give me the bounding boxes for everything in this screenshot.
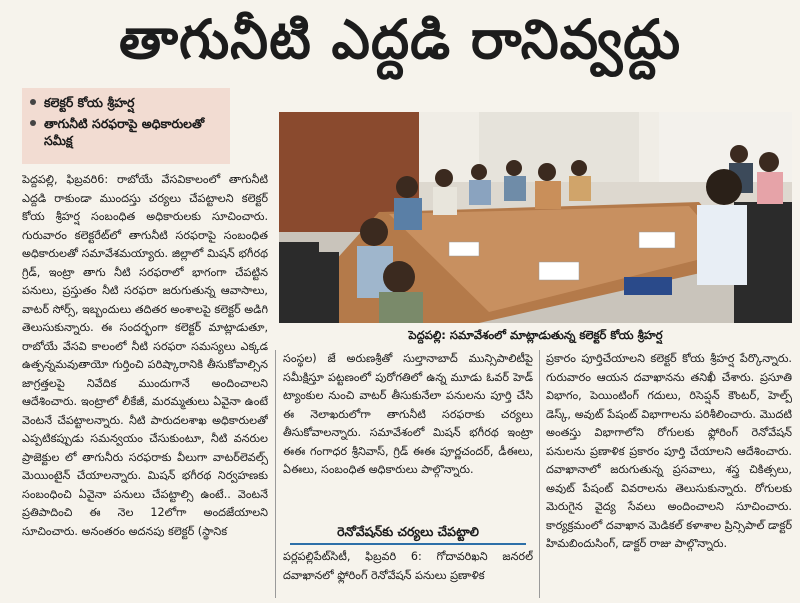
- photo-caption: పెద్దపల్లి: సమావేశంలో మాట్లాడుతున్న కలెక్టర్ కోయ శ్రీహర్ష: [408, 328, 663, 342]
- highlight-item: [28, 94, 224, 111]
- headline: తాగునీటి ఎద్దడి రానివ్వద్దు: [118, 8, 682, 71]
- highlight-text: కలెక్టర్ కోయ శ్రీహర్ష: [44, 95, 135, 110]
- highlights-list: [22, 88, 230, 149]
- bullet-icon: [30, 120, 36, 126]
- subheadline-underline: [290, 543, 526, 545]
- highlights-box: [22, 88, 230, 164]
- meeting-photo-image: [279, 112, 792, 323]
- meeting-photo: [279, 112, 792, 323]
- article-column-2: సంస్థల) జే అరుణశ్రీతో సుల్తానాబాద్ మున్సిపాలిటీపై సమీక్షిస్తూ పట్టణంలో పురోగతిలో ఉన్న మూడు ఓవర్ హెడ్ ట్యాంకుల నుంచి వాటర్ తీసుకునేలా పనులను పూర్తి చేసి ఈ నెలాఖరులోగా తాగునీటి సరఫరాకు చర్యలు తీసుకోవాలన్నారు. సమావేశంలో మిషన్ భగీరథ ఇంట్రా ఈఈ గంగాధర శ్రీనివాస్, గ్రిడ్ ఈఈ పూర్ణచందర్, డీఈలు, ఏఈలు, సంబంధిత అధికారులు పాల్గొన్నారు.: [283, 352, 533, 476]
- column-divider: [539, 350, 540, 598]
- article-column-1: పెద్దపల్లి, ఫిబ్రవరి6: రాబోయే వేసవికాలంలో తాగునీటి ఎద్దడి రాకుండా ముందస్తు చర్యలు చేపట్టాలని కలెక్టర్ కోయ శ్రీహర్ష సంబంధిత అధికారులకు సూచించారు. గురువారం కలెక్టరేట్‌లో తాగునీటి సరఫరాపై సంబంధిత అధికారులతో సమావేశమయ్యారు. జిల్లాలో మిషన్ భగీరథ గ్రిడ్, ఇంట్రా తాగు నీటి సరఫరాలో భాగంగా చేపట్టిన పనులు, ప్రస్తుతం నీటి సరఫరా జరుగుతున్న ఆవాసాలు, వాటర్ సోర్స్, ఇబ్బందులు తదితర అంశాలపై కలెక్టర్ అడిగి తెలుసుకున్నారు. ఈ సందర్భంగా కలెక్టర్ మాట్లాడుతూ, రాబోయే వేసవి కాలంలో నీటి సరఫరా సమస్యలు ఎక్కడ ఉత్పన్నమవుతాయో గుర్తించి పరిష్కారానికి తీసుకోవాల్సిన జాగ్రత్తలపై నివేదిక ముందుగానే అందించాలని ఆదేశించారు. ఇంట్రాలో లీకేజీ, మరమ్మతులు ఏవైనా ఉంటే వెంటనే చేపట్టాలన్నారు. నీటి పారుదలశాఖ అధికారులతో ఎప్పటికప్పుడు సమన్వయం చేసుకుంటూ, నీటి వనరుల ప్రాజెక్టుల లో తాగునీరు సరఫరాకు వీలుగా వాటర్‌లెవల్స్ మెయింటైన్ చేయాలన్నారు. మిషన్ భగీరథ నిర్వహణకు సంబంధించి ఏవైనా పనులు చేపట్టాల్సి ఉంటే.. వెంటనే ప్రతిపాదించి ఈ నెల 12లోగా అందజేయాలని సూచించారు. అనంతరం అదనపు కలెక్టర్ (స్థానిక: [22, 173, 268, 538]
- bullet-icon: [30, 99, 36, 105]
- highlight-text: తాగునీటి సరఫరాపై అధికారులతో సమీక్ష: [44, 116, 205, 148]
- subheadline: రెనోవేషన్‌కు చర్యలు చేపట్టాలి: [337, 524, 479, 539]
- highlight-item: [28, 115, 224, 149]
- article-column-4: పర్లపల్లిపేట్‌సిటీ, ఫిబ్రవరి 6: గోదావరిఖని జనరల్ దవాఖానలో ఫ్లోరింగ్ రెనోవేషన్ పనులు ప్రణాళిక: [283, 550, 533, 582]
- column-divider: [275, 350, 276, 598]
- article-column-3: ప్రకారం పూర్తిచేయాలని కలెక్టర్ కోయ శ్రీహర్ష పేర్కొన్నారు. గురువారం ఆయన దవాఖానను తనిఖీ చేశారు. ప్రసూతి విభాగం, పెయింటింగ్ గదులు, రిసెప్షన్ కౌంటర్, హెల్ప్ డెస్క్, అవుట్ పేషంట్ విభాగాలను పరిశీలించారు. మొదటి అంతస్తు విభాగాలోని రోగులకు ఫ్లోరింగ్ రెనోవేషన్ పనులను ప్రణాళిక ప్రకారం పూర్తి చేయాలని ఆదేశించారు. దవాఖానాలో జరుగుతున్న ప్రసవాలు, శస్త్ర చికిత్సలు, అవుట్ పేషంట్ వివరాలను తెలుసుకున్నారు. రోగులకు మెరుగైన వైద్య సేవలు అందించాలని సూచించారు. కార్యక్రమంలో దవాఖాన మెడికల్ కళాశాల ప్రిన్సిపాల్ డాక్టర్ హిమబిందుసింగ్, డాక్టర్ రాజు పాల్గొన్నారు.: [546, 352, 792, 550]
